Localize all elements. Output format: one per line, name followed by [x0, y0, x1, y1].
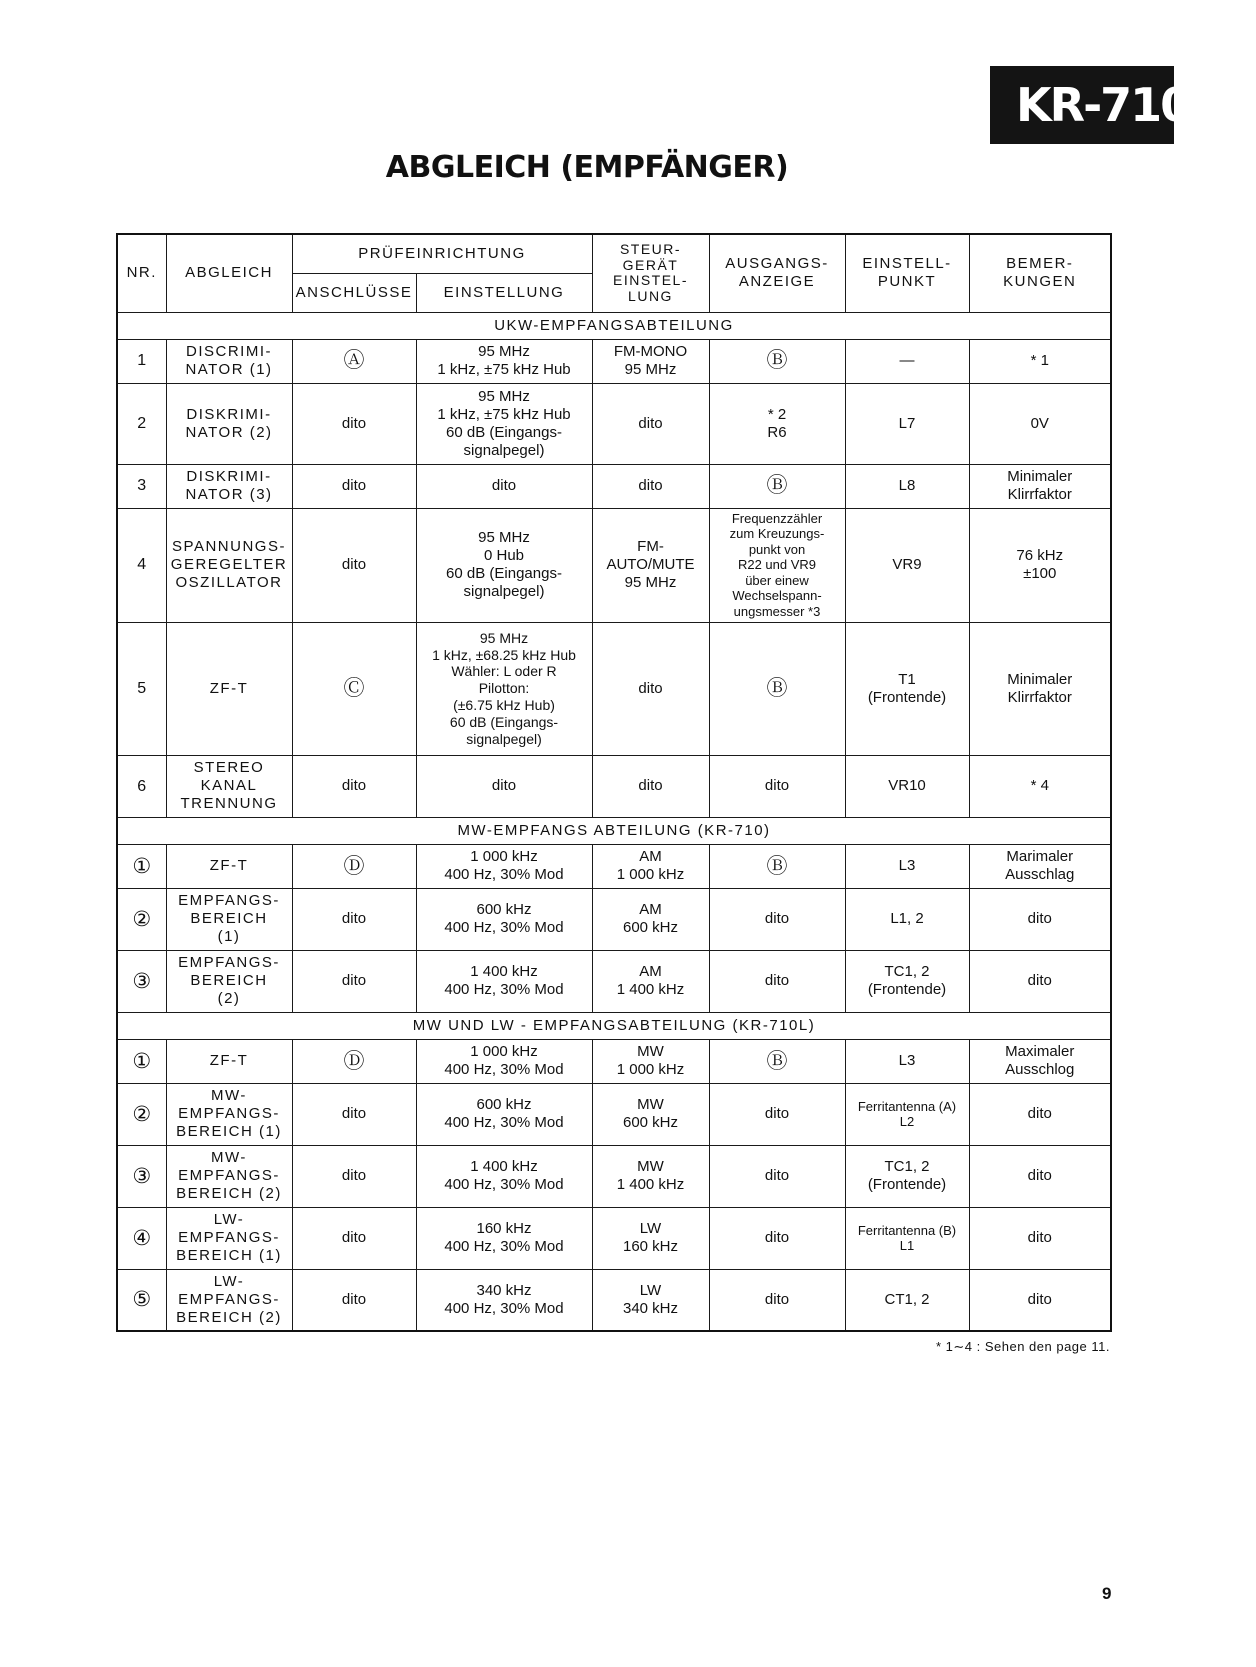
- control-setting-cell: FM- AUTO/MUTE 95 MHz: [592, 508, 709, 622]
- control-setting-cell: FM-MONO 95 MHz: [592, 339, 709, 383]
- adjustment-name: DISKRIMI- NATOR (3): [166, 464, 292, 508]
- table-row: [117, 844, 1111, 888]
- header-anschluesse: ANSCHLÜSSE: [292, 273, 416, 312]
- adjust-point-cell: Ferritantenna (B) L1: [845, 1207, 969, 1269]
- adjust-point-cell: —: [845, 339, 969, 383]
- output-indicator-cell: Ⓑ: [709, 622, 845, 755]
- remarks-cell: Marimaler Ausschlag: [969, 844, 1111, 888]
- output-indicator-cell: dito: [709, 1145, 845, 1207]
- table-row: [117, 1083, 1111, 1145]
- setting-cell: 95 MHz 0 Hub 60 dB (Eingangs- signalpegel): [416, 508, 592, 622]
- adjust-point-cell: Ferritantenna (A) L2: [845, 1083, 969, 1145]
- table-row: [117, 1269, 1111, 1331]
- output-indicator-cell: Ⓑ: [709, 1039, 845, 1083]
- connection-cell: Ⓒ: [292, 622, 416, 755]
- output-indicator-cell: Ⓑ: [709, 844, 845, 888]
- setting-cell: dito: [416, 464, 592, 508]
- remarks-cell: dito: [969, 950, 1111, 1012]
- remarks-cell: Maximaler Ausschlog: [969, 1039, 1111, 1083]
- output-indicator-cell: Ⓑ: [709, 464, 845, 508]
- remarks-cell: * 4: [969, 755, 1111, 817]
- output-indicator-cell: Frequenzzähler zum Kreuzungs- punkt von R22 und VR9 über einew Wechselspann- ungsmesser *3: [709, 508, 845, 622]
- adjust-point-cell: CT1, 2: [845, 1269, 969, 1331]
- adjust-point-cell: L3: [845, 1039, 969, 1083]
- adjust-point-cell: L8: [845, 464, 969, 508]
- output-indicator-cell: * 2 R6: [709, 383, 845, 464]
- adjustment-name: MW- EMPFANGS- BEREICH (1): [166, 1083, 292, 1145]
- setting-cell: 95 MHz 1 kHz, ±75 kHz Hub: [416, 339, 592, 383]
- adjustment-name: EMPFANGS- BEREICH (2): [166, 950, 292, 1012]
- header-bemerkungen: BEMER- KUNGEN: [969, 234, 1111, 312]
- control-setting-cell: dito: [592, 622, 709, 755]
- setting-cell: 1 000 kHz 400 Hz, 30% Mod: [416, 844, 592, 888]
- table-row: [117, 1039, 1111, 1083]
- output-indicator-cell: dito: [709, 950, 845, 1012]
- adjustment-name: LW- EMPFANGS- BEREICH (2): [166, 1269, 292, 1331]
- adjust-point-cell: L1, 2: [845, 888, 969, 950]
- remarks-cell: 0V: [969, 383, 1111, 464]
- setting-cell: 1 400 kHz 400 Hz, 30% Mod: [416, 950, 592, 1012]
- row-number: ④: [117, 1207, 166, 1269]
- header-einstellpunkt: EINSTELL- PUNKT: [845, 234, 969, 312]
- output-indicator-cell: dito: [709, 755, 845, 817]
- connection-cell: dito: [292, 888, 416, 950]
- setting-cell: 600 kHz 400 Hz, 30% Mod: [416, 1083, 592, 1145]
- connection-cell: Ⓓ: [292, 1039, 416, 1083]
- page-number: 9: [1102, 1584, 1112, 1603]
- remarks-cell: dito: [969, 888, 1111, 950]
- connection-cell: Ⓓ: [292, 844, 416, 888]
- row-number: 4: [117, 508, 166, 622]
- adjust-point-cell: T1 (Frontende): [845, 622, 969, 755]
- control-setting-cell: dito: [592, 383, 709, 464]
- model-badge: KR-710(L): [990, 66, 1174, 144]
- connection-cell: dito: [292, 508, 416, 622]
- row-number: ②: [117, 888, 166, 950]
- row-number: 6: [117, 755, 166, 817]
- section-mw: MW-EMPFANGS ABTEILUNG (KR-710): [117, 817, 1111, 844]
- remarks-cell: dito: [969, 1269, 1111, 1331]
- output-indicator-cell: dito: [709, 888, 845, 950]
- setting-cell: 95 MHz 1 kHz, ±75 kHz Hub 60 dB (Eingangs- signalpegel): [416, 383, 592, 464]
- control-setting-cell: dito: [592, 755, 709, 817]
- control-setting-cell: AM 600 kHz: [592, 888, 709, 950]
- setting-cell: 1 400 kHz 400 Hz, 30% Mod: [416, 1145, 592, 1207]
- table-row: [117, 950, 1111, 1012]
- adjustment-name: DISCRIMI- NATOR (1): [166, 339, 292, 383]
- connection-cell: Ⓐ: [292, 339, 416, 383]
- header-nr: NR.: [117, 234, 166, 312]
- adjustment-name: MW- EMPFANGS- BEREICH (2): [166, 1145, 292, 1207]
- connection-cell: dito: [292, 1083, 416, 1145]
- row-number: ⑤: [117, 1269, 166, 1331]
- adjustment-name: DISKRIMI- NATOR (2): [166, 383, 292, 464]
- row-number: ③: [117, 950, 166, 1012]
- section-mwlw: MW UND LW - EMPFANGSABTEILUNG (KR-710L): [117, 1012, 1111, 1039]
- adjust-point-cell: VR9: [845, 508, 969, 622]
- remarks-cell: dito: [969, 1145, 1111, 1207]
- adjustment-name: ZF-T: [166, 622, 292, 755]
- connection-cell: dito: [292, 1207, 416, 1269]
- connection-cell: dito: [292, 755, 416, 817]
- adjustment-name: ZF-T: [166, 844, 292, 888]
- row-number: 2: [117, 383, 166, 464]
- setting-cell: 340 kHz 400 Hz, 30% Mod: [416, 1269, 592, 1331]
- setting-cell: 1 000 kHz 400 Hz, 30% Mod: [416, 1039, 592, 1083]
- table-row: [117, 888, 1111, 950]
- table-row: [117, 1145, 1111, 1207]
- remarks-cell: * 1: [969, 339, 1111, 383]
- adjust-point-cell: VR10: [845, 755, 969, 817]
- control-setting-cell: LW 340 kHz: [592, 1269, 709, 1331]
- output-indicator-cell: dito: [709, 1083, 845, 1145]
- connection-cell: dito: [292, 950, 416, 1012]
- page-title: ABGLEICH (EMPFÄNGER): [385, 150, 789, 185]
- control-setting-cell: MW 1 400 kHz: [592, 1145, 709, 1207]
- setting-cell: dito: [416, 755, 592, 817]
- table-row: [117, 622, 1111, 755]
- adjust-point-cell: TC1, 2 (Frontende): [845, 1145, 969, 1207]
- table-row: [117, 1207, 1111, 1269]
- control-setting-cell: AM 1 400 kHz: [592, 950, 709, 1012]
- control-setting-cell: MW 1 000 kHz: [592, 1039, 709, 1083]
- header-steuergeraet: STEUR- GERÄT EINSTEL- LUNG: [592, 234, 709, 312]
- table-row: [117, 464, 1111, 508]
- control-setting-cell: dito: [592, 464, 709, 508]
- adjustment-name: EMPFANGS- BEREICH (1): [166, 888, 292, 950]
- table-row: [117, 339, 1111, 383]
- adjust-point-cell: L3: [845, 844, 969, 888]
- connection-cell: dito: [292, 464, 416, 508]
- adjustment-name: ZF-T: [166, 1039, 292, 1083]
- adjustment-name: LW- EMPFANGS- BEREICH (1): [166, 1207, 292, 1269]
- remarks-cell: Minimaler Klirrfaktor: [969, 464, 1111, 508]
- row-number: ①: [117, 844, 166, 888]
- section-ukw: UKW-EMPFANGSABTEILUNG: [117, 312, 1111, 339]
- footnote: * 1∼4 : Sehen den page 11.: [935, 1339, 1110, 1354]
- setting-cell: 160 kHz 400 Hz, 30% Mod: [416, 1207, 592, 1269]
- adjust-point-cell: L7: [845, 383, 969, 464]
- row-number: ①: [117, 1039, 166, 1083]
- remarks-cell: dito: [969, 1207, 1111, 1269]
- connection-cell: dito: [292, 1145, 416, 1207]
- output-indicator-cell: Ⓑ: [709, 339, 845, 383]
- table-row: [117, 508, 1111, 622]
- row-number: ③: [117, 1145, 166, 1207]
- connection-cell: dito: [292, 1269, 416, 1331]
- control-setting-cell: LW 160 kHz: [592, 1207, 709, 1269]
- adjustment-name: STEREO KANAL TRENNUNG: [166, 755, 292, 817]
- header-pruefeinrichtung: PRÜFEINRICHTUNG: [292, 234, 592, 273]
- connection-cell: dito: [292, 383, 416, 464]
- adjust-point-cell: TC1, 2 (Frontende): [845, 950, 969, 1012]
- setting-cell: 600 kHz 400 Hz, 30% Mod: [416, 888, 592, 950]
- output-indicator-cell: dito: [709, 1269, 845, 1331]
- header-ausgangsanzeige: AUSGANGS- ANZEIGE: [709, 234, 845, 312]
- output-indicator-cell: dito: [709, 1207, 845, 1269]
- row-number: ②: [117, 1083, 166, 1145]
- setting-cell: 95 MHz 1 kHz, ±68.25 kHz Hub Wähler: L oder R Pilotton: (±6.75 kHz Hub) 60 dB (Eingangs- signalpegel): [416, 622, 592, 755]
- table-row: [117, 383, 1111, 464]
- alignment-table: [116, 233, 1112, 1332]
- header-einstellung: EINSTELLUNG: [416, 273, 592, 312]
- remarks-cell: Minimaler Klirrfaktor: [969, 622, 1111, 755]
- header-abgleich: ABGLEICH: [166, 234, 292, 312]
- row-number: 1: [117, 339, 166, 383]
- adjustment-name: SPANNUNGS- GEREGELTER OSZILLATOR: [166, 508, 292, 622]
- row-number: 5: [117, 622, 166, 755]
- row-number: 3: [117, 464, 166, 508]
- control-setting-cell: MW 600 kHz: [592, 1083, 709, 1145]
- control-setting-cell: AM 1 000 kHz: [592, 844, 709, 888]
- remarks-cell: 76 kHz ±100: [969, 508, 1111, 622]
- remarks-cell: dito: [969, 1083, 1111, 1145]
- table-row: [117, 755, 1111, 817]
